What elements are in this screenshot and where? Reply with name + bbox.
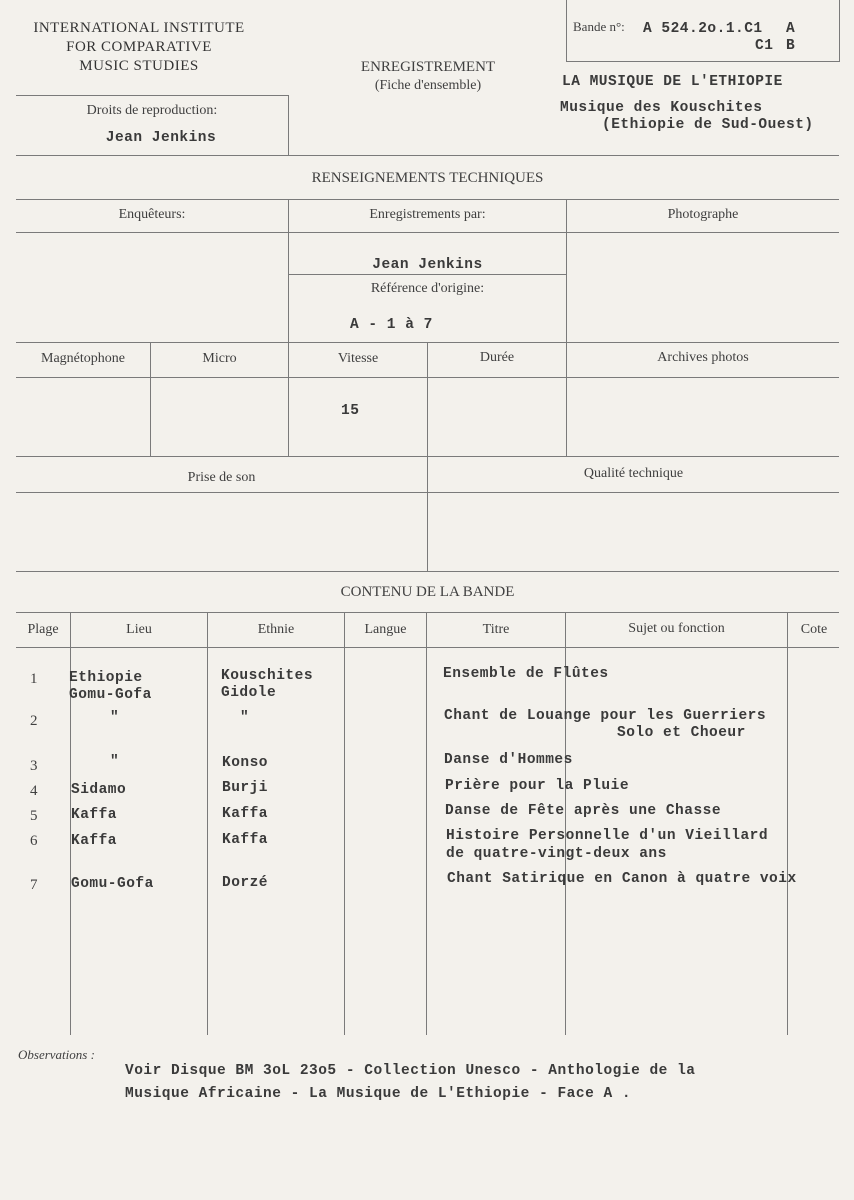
row-1-ethnie-line-2: Gidole [221, 685, 277, 701]
row-6-ethnie: Kaffa [222, 832, 269, 848]
magnetophone-label: Magnétophone [41, 351, 125, 366]
prise-bottom-border [16, 571, 839, 572]
technique-title: RENSEIGNEMENTS TECHNIQUES [311, 170, 544, 186]
row-3-plage: 3 [30, 758, 38, 774]
contenu-col-divider-4 [426, 612, 427, 1035]
bande-box-left-border [566, 0, 567, 62]
enregistrements-par-label: Enregistrements par: [369, 207, 486, 222]
row-4-ethnie: Burji [222, 780, 269, 796]
row-1-lieu [69, 670, 152, 704]
prise-de-son-label: Prise de son [187, 470, 256, 485]
droits-value: Jean Jenkins [105, 130, 217, 146]
row-7-lieu: Gomu-Gofa [71, 876, 154, 892]
contenu-col-divider-3 [344, 612, 345, 1035]
section-divider-technique [16, 155, 839, 156]
row-2-plage: 2 [30, 713, 38, 729]
photographe-label: Photographe [667, 207, 739, 222]
row-1-ethnie [221, 668, 313, 702]
contenu-col-divider-2 [207, 612, 208, 1035]
header-sujet-ou-fonction: Sujet ou fonction [628, 621, 725, 636]
enregistrement-title: ENREGISTREMENT [360, 59, 496, 75]
contenu-header-top-border [16, 612, 839, 613]
bande-side-a: A [786, 21, 796, 37]
row-7-plage: 7 [30, 877, 38, 893]
droits-label: Droits de reproduction: [86, 103, 218, 118]
row-2-titre-line-2: Solo et Choeur [617, 725, 746, 741]
bande-number: A 524.2o.1.C1 [643, 21, 763, 37]
technique-header-bottom-border [16, 232, 839, 233]
droits-box-top-border [16, 95, 289, 96]
row-4-lieu: Sidamo [71, 782, 127, 798]
row-4-titre: Prière pour la Pluie [445, 778, 630, 794]
row-2-ethnie: " [240, 710, 250, 726]
row-7-ethnie: Dorzé [222, 875, 269, 891]
row-1-plage: 1 [30, 671, 38, 687]
observations-line-2: Musique Africaine - La Musique de L'Ethiopie - Face A . [125, 1086, 632, 1102]
institute-line-1: INTERNATIONAL INSTITUTE [33, 20, 245, 36]
contenu-header-bottom-border [16, 647, 839, 648]
row-5-ethnie: Kaffa [222, 806, 269, 822]
bande-label: Bande n°: [573, 19, 625, 34]
header-cote: Cote [800, 622, 828, 637]
row-7-titre: Chant Satirique en Canon à quatre voix [447, 871, 797, 887]
reference-value: A - 1 à 7 [350, 317, 433, 333]
prise-header-bottom-border [16, 492, 839, 493]
bande-box-right-border [839, 0, 840, 62]
institute-name [12, 19, 266, 76]
row-3-titre: Danse d'Hommes [444, 752, 573, 768]
contenu-col-divider-6 [787, 612, 788, 1035]
row-1-lieu-line-1: Ethiopie [69, 670, 143, 686]
row-1-titre: Ensemble de Flûtes [443, 666, 609, 682]
header-langue: Langue [364, 622, 407, 637]
enqueteurs-label: Enquêteurs: [118, 207, 186, 222]
vitesse-label: Vitesse [337, 351, 379, 366]
qualite-technique-label: Qualité technique [583, 466, 684, 481]
bande-side-b: B [786, 38, 796, 54]
row-6-lieu: Kaffa [71, 833, 118, 849]
row-3-lieu: " [110, 754, 120, 770]
header-plage: Plage [27, 622, 59, 637]
header-titre: Titre [482, 622, 510, 637]
row-2-titre: Chant de Louange pour les Guerriers [444, 708, 767, 724]
row-3-ethnie: Konso [222, 755, 269, 771]
row-6-titre-line-2: de quatre-vingt-deux ans [446, 846, 667, 862]
contenu-title: CONTENU DE LA BANDE [340, 584, 515, 600]
equipment-header-bottom-border [16, 377, 839, 378]
observations-line-1: Voir Disque BM 3oL 23o5 - Collection Unesco - Anthologie de la [125, 1063, 696, 1079]
collection-line-2: Musique des Kouschites [560, 100, 763, 116]
collection-line-3: (Ethiopie de Sud-Ouest) [602, 117, 814, 133]
enregistrements-par-value: Jean Jenkins [372, 257, 483, 273]
row-5-titre: Danse de Fête après une Chasse [445, 803, 722, 819]
collection-title: LA MUSIQUE DE L'ETHIOPIE [562, 74, 783, 90]
archives-photos-label: Archives photos [657, 350, 749, 365]
row-1-lieu-line-2: Gomu-Gofa [69, 687, 152, 703]
bande-line2-code: C1 [755, 38, 774, 54]
row-5-plage: 5 [30, 808, 38, 824]
row-1-ethnie-line-1: Kouschites [221, 668, 314, 684]
row-6-plage: 6 [30, 833, 38, 849]
vitesse-value: 15 [341, 403, 360, 419]
reference-label: Référence d'origine: [370, 281, 485, 296]
institute-line-2: FOR COMPARATIVE [66, 39, 212, 55]
droits-box-right-border [288, 95, 289, 155]
enregistrements-divider [289, 274, 566, 275]
enregistrement-subtitle: (Fiche d'ensemble) [374, 78, 482, 93]
header-ethnie: Ethnie [257, 622, 295, 637]
row-5-lieu: Kaffa [71, 807, 118, 823]
micro-label: Micro [202, 351, 237, 366]
header-lieu: Lieu [126, 622, 152, 637]
technique-header-top-border [16, 199, 839, 200]
observations-label: Observations : [18, 1047, 95, 1062]
duree-label: Durée [479, 350, 515, 365]
institute-line-3: MUSIC STUDIES [79, 58, 199, 74]
technique-col-divider-2 [566, 199, 567, 342]
row-2-lieu: " [110, 710, 120, 726]
bande-box-bottom-border [566, 61, 840, 62]
row-6-titre: Histoire Personnelle d'un Vieillard [446, 828, 769, 844]
row-4-plage: 4 [30, 783, 38, 799]
